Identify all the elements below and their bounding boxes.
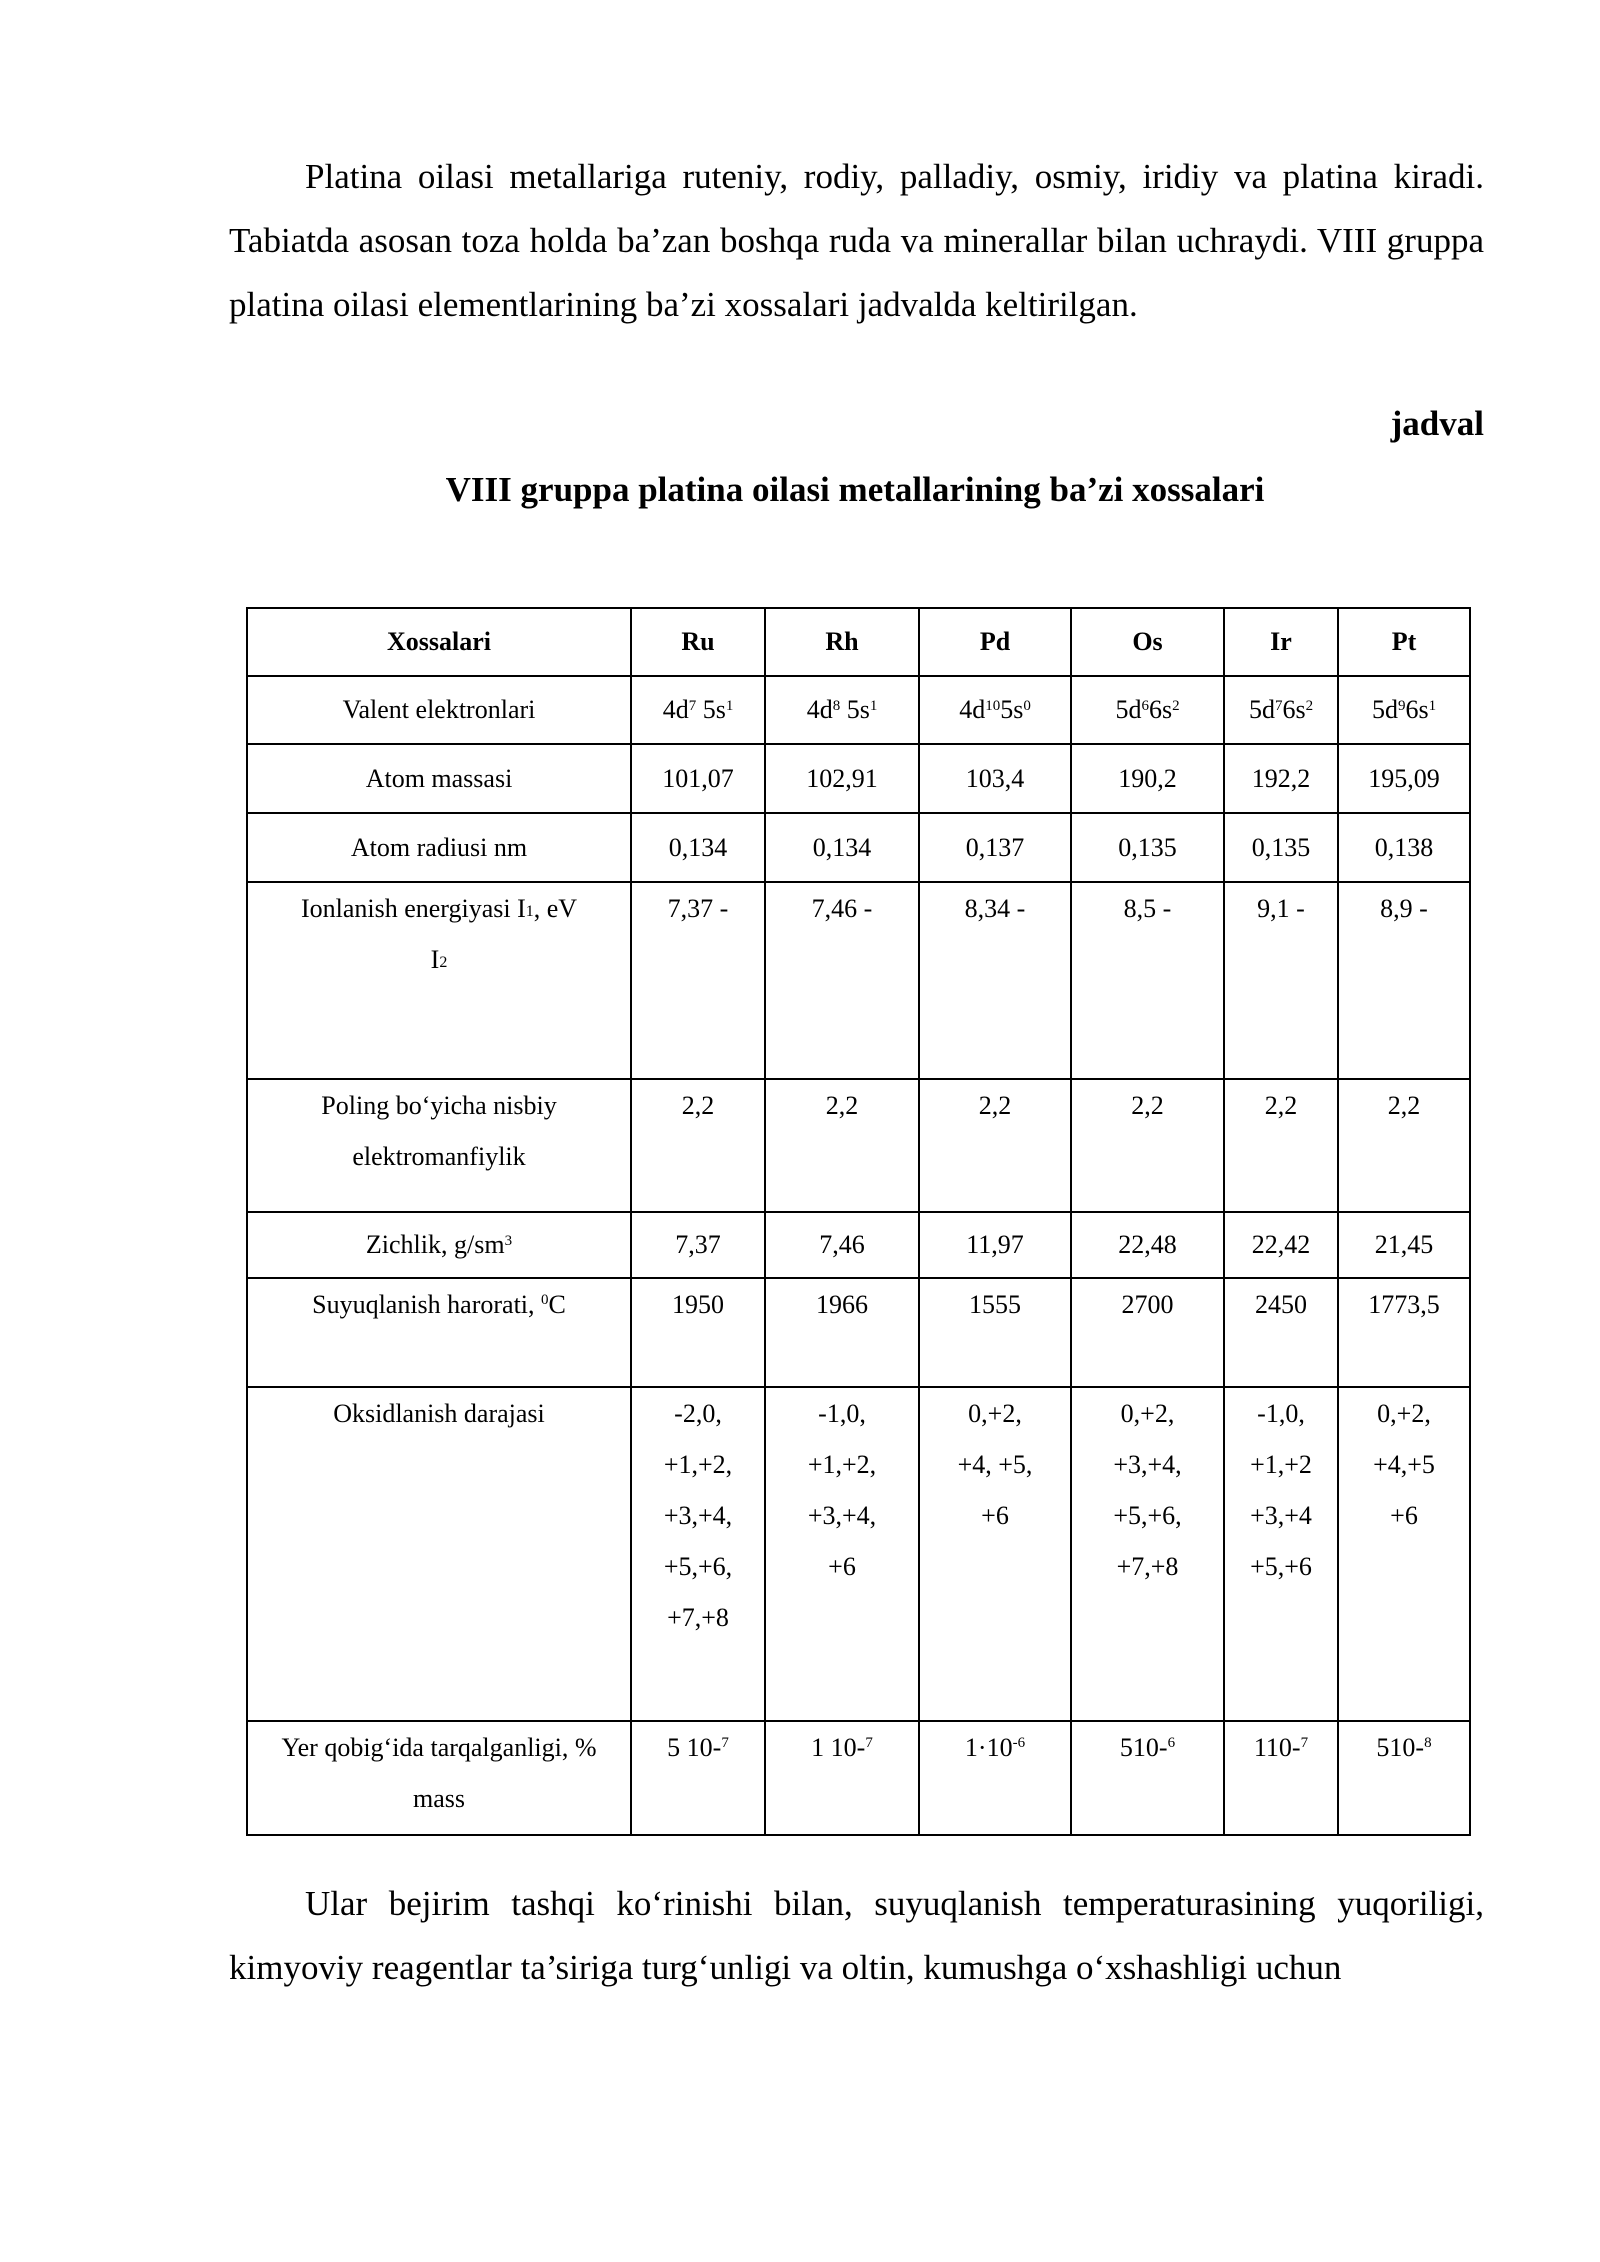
header-cell: Xossalari [247, 608, 631, 676]
table-cell: $5d^96s^1$ [1338, 676, 1470, 744]
header-cell: Ir [1224, 608, 1338, 676]
table-cell: 7,46 [765, 1212, 919, 1278]
header-cell: Pd [919, 608, 1071, 676]
table-cell: 8,34 - [919, 882, 1071, 1079]
table-cell: 2450 [1224, 1278, 1338, 1387]
table-cell: 190,2 [1071, 744, 1224, 813]
table-cell: 102,91 [765, 744, 919, 813]
table-cell: 7,46 - [765, 882, 919, 1079]
table-cell: 110-$^7$ [1224, 1721, 1338, 1835]
header-cell: Pt [1338, 608, 1470, 676]
row-label: Atom radiusi nm [247, 813, 631, 882]
table-cell: 0,+2, +4, +5, +6 [919, 1387, 1071, 1721]
table-cell: 22,42 [1224, 1212, 1338, 1278]
table-cell: 1950 [631, 1278, 765, 1387]
table-cell: 2,2 [1338, 1079, 1470, 1212]
table-label: jadval [1390, 404, 1484, 443]
table-cell: 0,137 [919, 813, 1071, 882]
header-cell: Os [1071, 608, 1224, 676]
table-cell: 2,2 [765, 1079, 919, 1212]
table-cell: 1555 [919, 1278, 1071, 1387]
table-cell: 9,1 - [1224, 882, 1338, 1079]
table-cell: 0,134 [765, 813, 919, 882]
table-cell: 103,4 [919, 744, 1071, 813]
row-label: Valent elektronlari [247, 676, 631, 744]
table-cell: -1,0, +1,+2 +3,+4 +5,+6 [1224, 1387, 1338, 1721]
table-cell: $4d^7$ $5s^1$ [631, 676, 765, 744]
table-cell: $1\cdot 10^{-6}$ [919, 1721, 1071, 1835]
table-cell: -2,0, +1,+2, +3,+4, +5,+6, +7,+8 [631, 1387, 765, 1721]
table-cell: 0,135 [1224, 813, 1338, 882]
table-header-row [247, 608, 1470, 676]
table-cell: $4d^8$ $5s^1$ [765, 676, 919, 744]
table-title: VIII gruppa platina oilasi metallarining ba’zi xossalari [445, 470, 1265, 509]
table-cell: $5d^76s^2$ [1224, 676, 1338, 744]
row-label: Oksidlanish darajasi [247, 1387, 631, 1721]
table-cell: 11,97 [919, 1212, 1071, 1278]
table-cell: 2,2 [919, 1079, 1071, 1212]
header-cell: Ru [631, 608, 765, 676]
table-cell: 510-$^6$ [1071, 1721, 1224, 1835]
row-label: Poling bo‘yicha nisbiy elektromanfiylik [247, 1079, 631, 1212]
table-cell: 192,2 [1224, 744, 1338, 813]
table-row [247, 1387, 1470, 1721]
table-row [247, 1079, 1470, 1212]
table-cell: 2,2 [1071, 1079, 1224, 1212]
table-cell: 0,+2, +3,+4, +5,+6, +7,+8 [1071, 1387, 1224, 1721]
row-label: Yer qobig‘ida tarqalganligi, % mass [247, 1721, 631, 1835]
table-cell: 0,135 [1071, 813, 1224, 882]
intro-paragraph: Platina oilasi metallariga ruteniy, rodiy, palladiy, osmiy, iridiy va platina kiradi. Tabiatda asosan toza holda ba’zan boshqa ruda va minerallar bilan uchraydi. VIII gruppa platina oilasi elementlarining ba’zi xossalari jadvalda keltirilgan. [229, 157, 1484, 324]
table-cell: 1 10-$^7$ [765, 1721, 919, 1835]
table-cell: 8,9 - [1338, 882, 1470, 1079]
table-cell: 1966 [765, 1278, 919, 1387]
table-cell: 5 10-$^7$ [631, 1721, 765, 1835]
table-row [247, 1721, 1470, 1835]
row-label: Ionlanish energiyasi $I_1$, eV $I_2$ [247, 882, 631, 1079]
table-cell: 101,07 [631, 744, 765, 813]
table-cell: $5d^66s^2$ [1071, 676, 1224, 744]
table-cell: 0,+2, +4,+5 +6 [1338, 1387, 1470, 1721]
table-row [247, 1212, 1470, 1278]
table-cell: -1,0, +1,+2, +3,+4, +6 [765, 1387, 919, 1721]
properties-table [246, 607, 1471, 1836]
table-cell: 195,09 [1338, 744, 1470, 813]
table-cell: 510-$^8$ [1338, 1721, 1470, 1835]
table-cell: 1773,5 [1338, 1278, 1470, 1387]
closing-paragraph: Ular bejirim tashqi ko‘rinishi bilan, suyuqlanish temperaturasining yuqoriligi, kimyoviy reagentlar ta’siriga turg‘unligi va oltin, kumushga o‘xshashligi uchun [229, 1884, 1484, 1987]
table-cell: 8,5 - [1071, 882, 1224, 1079]
table-row [247, 882, 1470, 1079]
table-row [247, 744, 1470, 813]
table-row [247, 813, 1470, 882]
table-cell: 2700 [1071, 1278, 1224, 1387]
row-label: Zichlik, $g/sm^3$ [247, 1212, 631, 1278]
table-cell: 7,37 [631, 1212, 765, 1278]
table-cell: 21,45 [1338, 1212, 1470, 1278]
table-row [247, 1278, 1470, 1387]
table-cell: 2,2 [631, 1079, 765, 1212]
table-cell: $4d^{10}5s^0$ [919, 676, 1071, 744]
table-row [247, 676, 1470, 744]
table-cell: 0,134 [631, 813, 765, 882]
header-cell: Rh [765, 608, 919, 676]
table-cell: 22,48 [1071, 1212, 1224, 1278]
table-cell: 2,2 [1224, 1079, 1338, 1212]
row-label: Suyuqlanish harorati, $^0$C [247, 1278, 631, 1387]
row-label: Atom massasi [247, 744, 631, 813]
table-cell: 0,138 [1338, 813, 1470, 882]
table-cell: 7,37 - [631, 882, 765, 1079]
